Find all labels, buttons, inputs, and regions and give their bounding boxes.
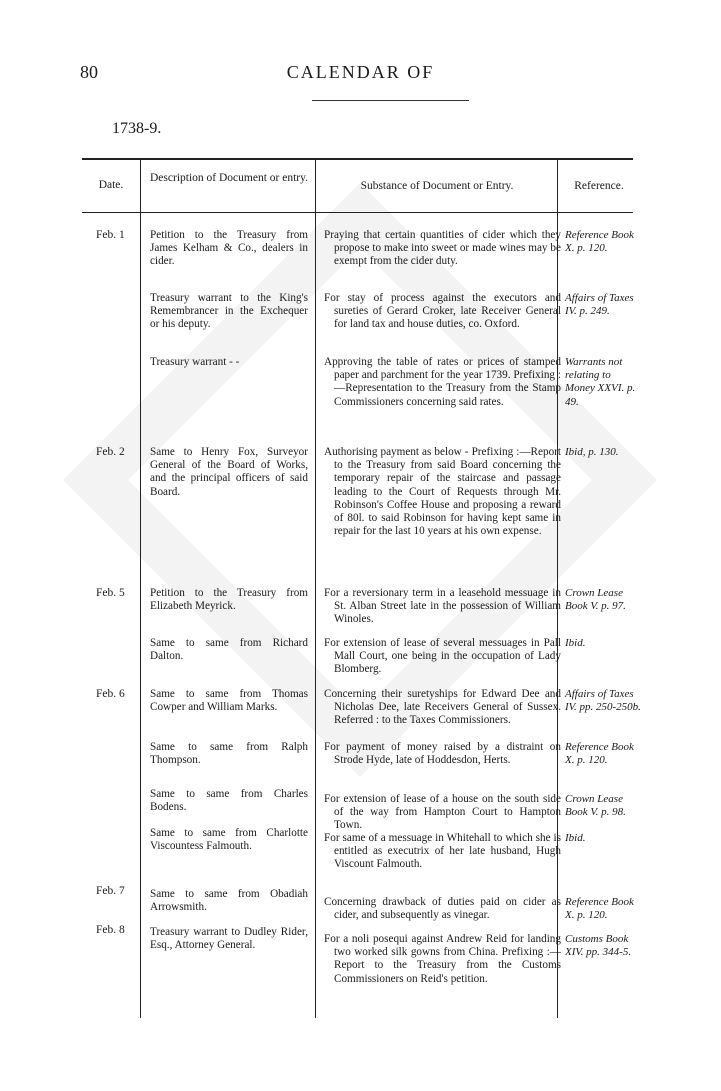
row-description: Same to same from Richard Dalton. [150,637,308,663]
row-description: Petition to the Treasury from James Kelham & Co., dealers in cider. [150,229,308,268]
row-date: Feb. 6 [96,688,125,700]
table-top-rule [82,158,633,160]
row-description: Same to same from Obadiah Arrowsmith. [150,888,308,914]
header-date: Date. [98,179,124,191]
row-reference: Crown Lease Book V. p. 97. [565,587,626,613]
column-rule [140,158,141,1018]
row-description: Treasury warrant to the King's Remembrancer in the Exchequer or his deputy. [150,292,308,331]
row-description: Treasury warrant - - [150,356,240,368]
row-substance: For a noli posequi against Andrew Reid for landing two worked silk gowns from China. Prefixing :—Report to the Treasury from the Customs Commissioners on Reid's petition. [324,933,561,985]
row-reference: Ibid, p. 130. [565,446,619,458]
row-substance: For extension of lease of a house on the south side of the way from Hampton Court to Hampton Town. [324,793,561,832]
row-description: Same to same from Thomas Cowper and William Marks. [150,688,308,714]
running-head: CALENDAR OF [286,62,435,82]
row-description: Same to same from Charles Bodens. [150,788,308,814]
row-substance: For stay of process against the executors and sureties of Gerard Croker, late Receiver General for land tax and house duties, co. Oxford. [324,292,561,331]
row-reference: Reference Book X. p. 120. [565,896,634,922]
row-date: Feb. 1 [96,229,125,241]
row-substance: For same of a messuage in Whitehall to which she is entitled as executrix of her late husband, Hugh Viscount Falmouth. [324,832,561,871]
row-reference: Crown Lease Book V. p. 98. [565,793,626,819]
row-date: Feb. 5 [96,587,125,599]
row-reference: Reference Book X. p. 120. [565,229,634,255]
header-reference: Reference. [574,180,624,192]
row-reference: Affairs of Taxes IV. p. 249. [565,292,634,318]
row-description: Same to same from Charlotte Viscountess Falmouth. [150,827,308,853]
row-date: Feb. 8 [96,924,125,936]
row-substance: Approving the table of rates or prices of stamped paper and parchment for the year 1739. Prefixing :—Representation to the Treasury from the Stamp Commissioners concerning said rates. [324,356,561,408]
row-substance: For a reversionary term in a leasehold messuage in St. Alban Street late in the possession of William Winoles. [324,587,561,626]
title-rule [312,100,469,101]
row-substance: For extension of lease of several messuages in Pall Mall Court, one being in the occupation of Lady Blomberg. [324,637,561,676]
row-description: Same to same from Ralph Thompson. [150,741,308,767]
row-description: Petition to the Treasury from Elizabeth Meyrick. [150,587,308,613]
row-reference: Warrants not relating to Money XXVI. p. 49. [565,356,636,408]
row-reference: Ibid. [565,832,586,844]
row-description: Same to Henry Fox, Surveyor General of the Board of Works, and the principal officers of said Board. [150,446,308,498]
row-reference: Customs Book XIV. pp. 344-5. [565,933,632,959]
row-description: Treasury warrant to Dudley Rider, Esq., Attorney General. [150,926,308,952]
year-heading: 1738-9. [112,120,162,137]
row-reference: Affairs of Taxes IV. pp. 250-250b. [565,688,641,714]
row-substance: Praying that certain quantities of cider which they propose to make into sweet or made wines may be exempt from the cider duty. [324,229,561,268]
header-rule [82,212,633,213]
row-substance: Concerning their suretyships for Edward Dee and Nicholas Dee, late Receivers General of Sussex. Referred : to the Taxes Commissioners. [324,688,561,727]
row-date: Feb. 2 [96,446,125,458]
row-substance: Authorising payment as below - Prefixing :—Report to the Treasury from said Board concerning the temporary repair of the staircase and passage leading to the Court of Requests through Mr. Robinson's Coffee House and proposing a reward of 80l. to said Robinson for having kept same in repair for the last 10 years at his own expense. [324,446,561,538]
header-substance: Substance of Document or Entry. [360,180,514,192]
row-reference: Ibid. [565,637,586,649]
column-rule [315,158,316,1018]
page-number: 80 [80,62,98,82]
row-date: Feb. 7 [96,885,125,897]
header-description: Description of Document or entry. [150,172,308,184]
row-substance: For payment of money raised by a distraint on Strode Hyde, late of Hoddesdon, Herts. [324,741,561,767]
row-substance: Concerning drawback of duties paid on cider as cider, and subsequently as vinegar. [324,896,561,922]
row-reference: Reference Book X. p. 120. [565,741,634,767]
